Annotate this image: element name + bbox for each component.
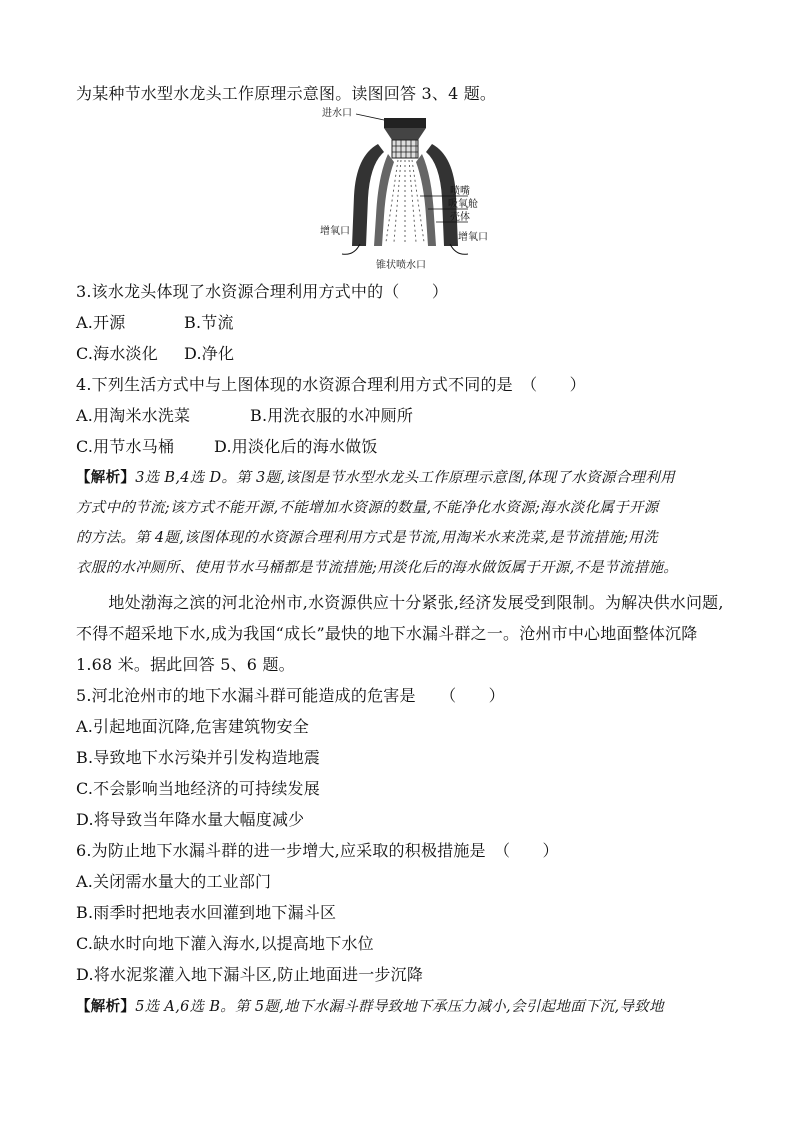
q6-option-b[interactable]: B.雨季时把地表水回灌到地下漏斗区 [76, 903, 337, 922]
faucet-diagram [320, 106, 490, 274]
q4-options-row2 [76, 437, 378, 457]
passage-line2: 不得不超采地下水,成为我国“成长”最快的地下水漏斗群之一。沧州市中心地面整体沉降 [76, 624, 698, 643]
q3-option-c[interactable]: C.海水淡化 [76, 344, 158, 363]
q6-option-c[interactable]: C.缺水时向地下灌入海水,以提高地下水位 [76, 934, 374, 953]
label-shell: 壳体 [450, 212, 470, 223]
q5-option-d[interactable]: D.将导致当年降水量大幅度减少 [76, 810, 305, 829]
q3-option-b[interactable]: B.节流 [184, 313, 234, 332]
spray-lines [386, 160, 424, 242]
q4-options-row1 [76, 406, 413, 426]
q4-option-a[interactable]: A.用淘米水洗菜 [76, 406, 191, 425]
q3-options-row2 [76, 344, 234, 364]
label-oxygen-chamber: 吸氧舱 [448, 199, 478, 210]
intro-text: 为某种节水型水龙头工作原理示意图。读图回答 3、4 题。 [76, 84, 497, 103]
label-oxygen-port-left: 增氧口 [320, 226, 350, 237]
label-inlet: 进水口 [322, 108, 352, 119]
explanation-1-line4: 衣服的水冲厕所、使用节水马桶都是节流措施;用淡化后的海水做饭属于开源,不是节流措施。 [76, 560, 679, 576]
right-inner-wall [416, 154, 436, 246]
q5-option-c[interactable]: C.不会影响当地经济的可持续发展 [76, 779, 320, 798]
q5-option-a[interactable]: A.引起地面沉降,危害建筑物安全 [76, 717, 309, 736]
q3-option-a[interactable]: A.开源 [76, 313, 126, 332]
explanation-1-tag: 【解析】 [76, 469, 136, 486]
q6-option-d[interactable]: D.将水泥浆灌入地下漏斗区,防止地面进一步沉降 [76, 965, 424, 984]
q4-option-b[interactable]: B.用洗衣服的水冲厕所 [250, 406, 414, 425]
q4-stem: 4.下列生活方式中与上图体现的水资源合理利用方式不同的是 （ ） [76, 375, 586, 394]
q3-stem: 3.该水龙头体现了水资源合理利用方式中的（ ） [76, 282, 449, 301]
q6-option-a[interactable]: A.关闭需水量大的工业部门 [76, 872, 272, 891]
q5-stem: 5.河北沧州市的地下水漏斗群可能造成的危害是 （ ） [76, 686, 505, 705]
q3-options-row1 [76, 313, 234, 333]
explanation-1-line1: 【解析】3选 B,4选 D。第 3题,该图是节水型水龙头工作原理示意图,体现了水资源合理利用 [76, 469, 675, 486]
explanation-2-tag: 【解析】 [76, 998, 136, 1015]
explanation-1-line2: 方式中的节流;该方式不能开源,不能增加水资源的数量,不能净化水资源;海水淡化属于开源 [76, 500, 659, 516]
explanation-2-line1: 【解析】5选 A,6选 B。第 5题,地下水漏斗群导致地下承压力减小,会引起地面下沉,导致地 [76, 998, 664, 1015]
q6-stem: 6.为防止地下水漏斗群的进一步增大,应采取的积极措施是 （ ） [76, 841, 559, 860]
label-oxygen-port-right: 增氧口 [458, 232, 488, 243]
q4-option-c[interactable]: C.用节水马桶 [76, 437, 175, 456]
inlet-pipe [384, 118, 426, 128]
q3-option-d[interactable]: D.净化 [184, 344, 235, 363]
passage-line3: 1.68 米。据此回答 5、6 题。 [76, 655, 295, 674]
explanation-1-line3: 的方法。第 4题,该图体现的水资源合理利用方式是节流,用淘米水来洗菜,是节流措施;用洗 [76, 530, 658, 546]
label-nozzle: 喷嘴 [450, 186, 470, 197]
label-outlet: 锥状喷水口 [376, 260, 426, 271]
left-inner-wall [374, 154, 394, 246]
passage-line1: 地处渤海之滨的河北沧州市,水资源供应十分紧张,经济发展受到限制。为解决供水问题, [76, 593, 724, 612]
q4-option-d[interactable]: D.用淡化后的海水做饭 [214, 437, 378, 456]
q5-option-b[interactable]: B.导致地下水污染并引发构造地震 [76, 748, 321, 767]
